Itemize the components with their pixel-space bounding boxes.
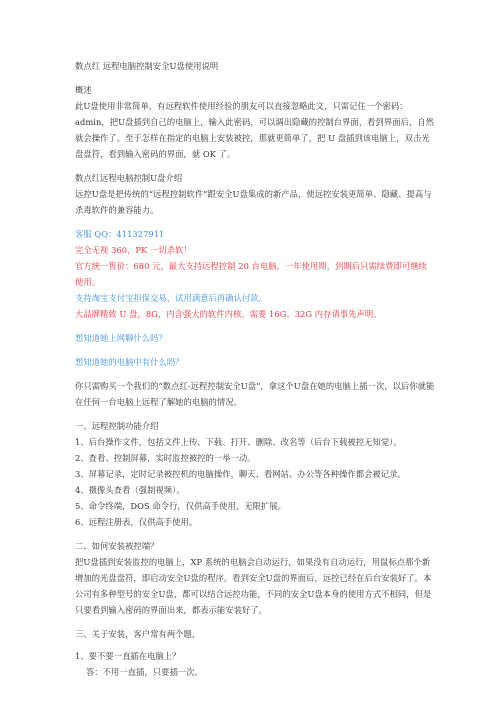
function-item: 4、摄像头查看（强制视频）。 — [75, 485, 185, 495]
intro-body: 远控U盘是把传统的“远程控制软件”跟安全U盘集成的新产品，使远控安装更简单、隐藏、提高与杀毒软件的兼容能力。 — [75, 189, 432, 215]
functions-heading: 一、远程控制功能介绍 — [75, 421, 159, 431]
question-chat: 想知道她上网聊什么吗？ — [75, 333, 167, 343]
function-item: 5、命令终端，DOS 命令行，仅供高手使用，无限扩展。 — [75, 501, 286, 511]
function-item: 1、后台操作文件，包括文件上传、下载、打开、删除、改名等（后台下载被控无知觉）。 — [75, 437, 402, 447]
function-item: 3、屏幕记录，定时记录被控机的电脑操作，聊天、看网站、办公等各种操作都会被记录。 — [75, 469, 406, 479]
function-item: 2、查看、控制屏幕，实时监控被控的一举一动。 — [75, 453, 256, 463]
faq-answer: 答：不用一直插，只要插一次。 — [86, 667, 203, 677]
overview-body: 此U盘使用非常简单，有远程软件使用经验的朋友可以直接忽略此文，只需记住一个密码：admin，把U盘插到自己的电脑上，输入此密码，可以调出隐藏的控制台界面，看到界面后，自然就会操作了。至于怎样在指定的电脑上安装被控，那就更简单了，把 U 盘插到该电脑上，双击光盘盘符，看到输入密码的界面，就 OK 了。 — [75, 101, 434, 159]
install-heading: 二、如何安装被控端？ — [75, 541, 159, 551]
overview-heading: 概述 — [75, 85, 92, 95]
faq-question: 1、要不要一直插在电脑上？ — [75, 651, 181, 661]
question-files: 想知道她的电脑中有什么吗？ — [75, 357, 184, 367]
document-body — [75, 58, 435, 680]
usb-info: 大品牌精致 U 盘，8G，内含强大的软件内核。需要 16G、32G 内存请事先声明。 — [75, 309, 382, 319]
function-item: 6、远程注册表，仅供高手使用。 — [75, 517, 198, 527]
payment-info: 支持淘宝支付宝担保交易，试用满意后再确认付款。 — [75, 293, 267, 303]
antivirus-claim: 完全无视 360，PK 一切杀软！ — [75, 245, 192, 255]
install-body: 把U盘插到安装监控的电脑上，XP 系统的电脑会自动运行，如果没有自动运行，用鼠标点那个新增加的光盘盘符，即启动安全U盘的程序。看到安全U盘的界面后，远控已经在后台安装好了。本公司有多种型号的安全U盘，都可以结合远控功能，不同的安全U盘本身的使用方式不相同，但是只要看到输入密码的界面出来，都表示能安装好了。 — [75, 557, 432, 615]
pitch-paragraph: 你只需购买一个我们的“数点红-远程控制安全U盘”，拿这个U盘在她的电脑上插一次，以后你就能在任何一台电脑上远程了解她的电脑的情况。 — [75, 381, 435, 407]
intro-heading: 数点红远程电脑控制U盘介绍 — [75, 173, 183, 183]
price-info: 官方统一售价：680 元，最大支持远程控制 20 台电脑，一年使用期，到期后只需续费即可继续使用。 — [75, 261, 427, 287]
document-title: 数点红 远程电脑控制安全U盘使用说明 — [75, 61, 219, 71]
customer-service-qq: 客服 QQ：411327911 — [75, 229, 165, 239]
faq-heading: 三、关于安装，客户常有两个题， — [75, 629, 201, 639]
